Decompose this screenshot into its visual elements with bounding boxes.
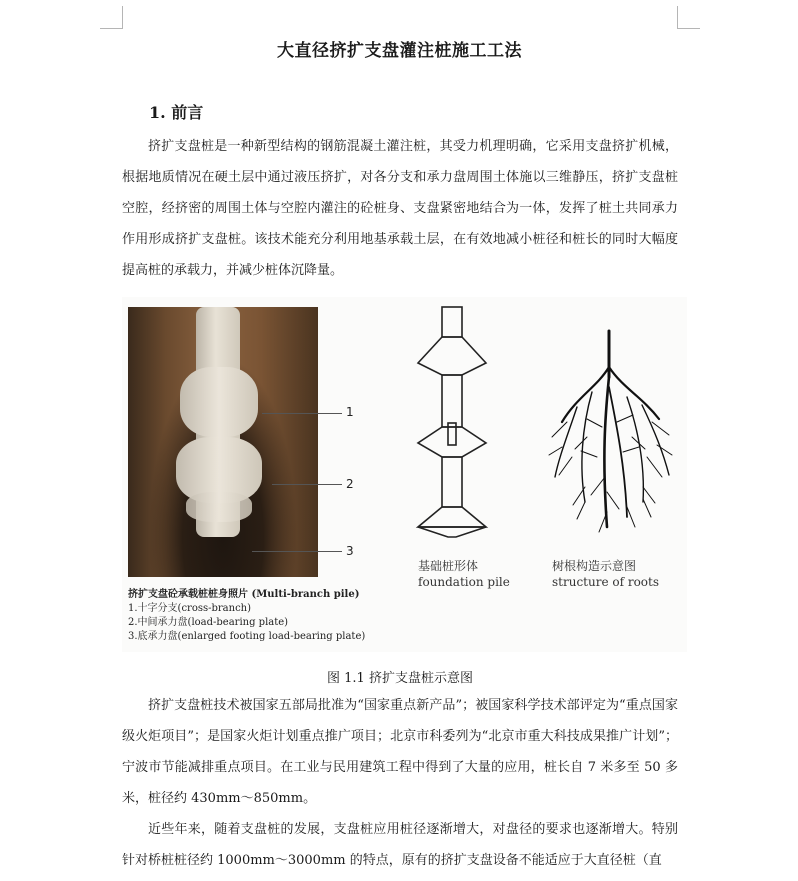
photo-caption-main: 挤扩支盘砼承载桩桩身照片 (Multi-branch pile) <box>128 589 360 600</box>
section-heading: 1. 前言 <box>149 103 204 122</box>
photo-label-2: 2 <box>346 477 354 491</box>
foundation-pile-diagram <box>412 305 492 545</box>
photo-caption-item-3: 3.底承力盘(enlarged footing load-bearing plate) <box>128 631 366 642</box>
pile-bottom-plate-image <box>186 492 252 522</box>
label-line-3 <box>252 551 342 552</box>
page-corner-mark-top-left <box>100 6 123 29</box>
foundation-pile-caption-zh: 基础桩形体 <box>418 559 479 573</box>
pile-cross-branch-image <box>180 367 258 437</box>
paragraph-development: 近些年来，随着支盘桩的发展，支盘桩应用桩径逐渐增大，对盘径的要求也逐渐增大。特别针对桥桩桩径约 1000mm～3000mm 的特点，原有的挤扩支盘设备不能适应于大直径桩（直 <box>122 822 678 868</box>
foundation-pile-caption-en: foundation pile <box>418 575 510 589</box>
pile-photo <box>128 307 318 577</box>
photo-label-1: 1 <box>346 405 354 419</box>
roots-caption-en: structure of roots <box>552 575 660 589</box>
figure-caption: 图 1.1 挤扩支盘桩示意图 <box>327 671 473 686</box>
document-title: 大直径挤扩支盘灌注桩施工工法 <box>277 41 522 61</box>
label-line-1 <box>262 413 342 414</box>
label-line-2 <box>272 484 342 485</box>
figure-multi-branch-pile <box>122 297 687 652</box>
roots-caption-zh: 树根构造示意图 <box>552 559 637 573</box>
photo-label-3: 3 <box>346 544 354 558</box>
photo-caption-item-1: 1.十字分支(cross-branch) <box>128 603 252 614</box>
roots-diagram <box>547 327 677 547</box>
page-corner-mark-top-right <box>677 6 700 29</box>
paragraph-intro: 挤扩支盘桩是一种新型结构的钢筋混凝土灌注桩，其受力机理明确，它采用支盘挤扩机械，根据地质情况在硬土层中通过液压挤扩，对各分支和承力盘周围土体施以三维静压，挤扩支盘桩空腔，经挤密的周围土体与空腔内灌注的砼桩身、支盘紧密地结合为一体，发挥了桩土共同承力作用形成挤扩支盘桩。该技术能充分利用地基承载土层，在有效地减小桩径和桩长的同时大幅度提高桩的承载力，并减少桩体沉降量。 <box>122 139 678 278</box>
paragraph-recognition: 挤扩支盘桩技术被国家五部局批准为“国家重点新产品”；被国家科学技术部评定为“重点国家级火炬项目”；是国家火炬计划重点推广项目；北京市科委列为“北京市重大科技成果推广计划”；宁波市节能减排重点项目。在工业与民用建筑工程中得到了大量的应用，桩长自 7 米多至 50 多米，桩径约 430mm～850mm。 <box>122 698 678 806</box>
photo-caption-item-2: 2.中间承力盘(load-bearing plate) <box>128 617 289 628</box>
